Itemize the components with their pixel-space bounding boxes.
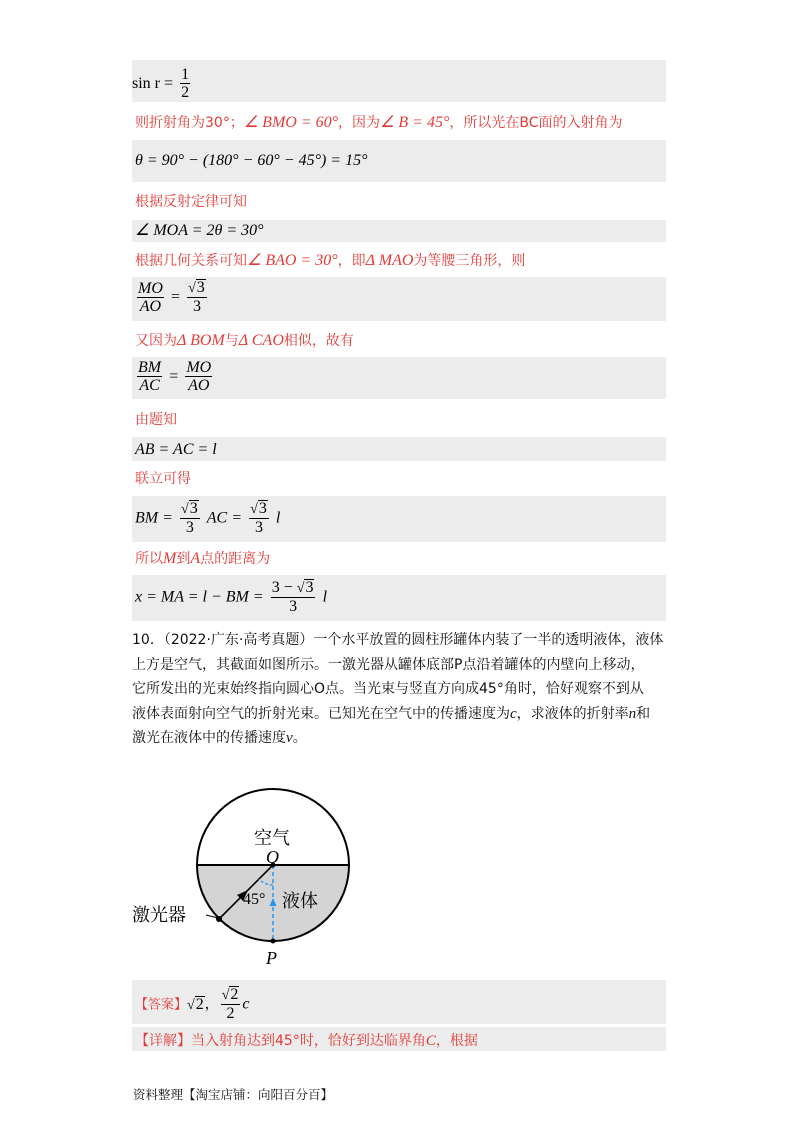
text-given: 由题知 [135, 412, 177, 428]
text-distance: 所以M到A点的距离为 [135, 550, 271, 567]
label-o: O [266, 847, 279, 867]
footer-source: 资料整理【淘宝店铺：向阳百分百】 [133, 1087, 334, 1102]
text-combine: 联立可得 [135, 471, 191, 487]
problem-line-5: 激光在液体中的传播速度v。 [132, 730, 307, 746]
problem-line-3: 它所发出的光束始终指向圆心O点。当光束与竖直方向成45°角时，恰好观察不到从 [132, 681, 644, 697]
label-p: P [266, 948, 277, 968]
point-p [271, 939, 276, 944]
equation-ab-ac: AB = AC = l [132, 437, 666, 461]
text-similar-triangles: 又因为Δ BOM与Δ CAO相似，故有 [135, 332, 354, 349]
text-geometry-relation: 根据几何关系可知∠ BAO = 30°，即Δ MAO为等腰三角形，则 [135, 252, 526, 269]
equation-bm-ac: $\frac{BM}{AC}$ = $\frac{MO}{AO}$ [132, 357, 666, 399]
label-liquid: 液体 [282, 891, 318, 912]
point-laser [216, 916, 222, 922]
label-air: 空气 [254, 828, 290, 849]
label-angle: 45° [243, 891, 266, 908]
answer-row: 【答案】√2， $\frac{√2}{2}$ c [132, 980, 666, 1024]
detail-row: 【详解】当入射角达到45°时，恰好到达临界角C，根据 [132, 1027, 666, 1051]
problem-10 [132, 628, 677, 751]
text-refraction-angle: 则折射角为30°；∠ BMO = 60°，因为∠ B = 45°，所以光在BC面的入射角为 [135, 114, 623, 131]
text-reflection-law: 根据反射定律可知 [135, 194, 247, 210]
equation-sin-r: sin r = $\frac{1}{2}$ [132, 60, 666, 102]
problem-line-4: 液体表面射向空气的折射光束。已知光在空气中的传播速度为c，求液体的折射率n和 [132, 705, 651, 722]
equation-moa: ∠ MOA = 2θ = 30° [132, 220, 666, 242]
label-laser: 激光器 [132, 905, 186, 926]
answer-label: 【答案】 [135, 997, 188, 1013]
equation-x: x = MA = l − BM = $\frac{3 - √3}{3}$ l [132, 575, 666, 621]
tank-figure [130, 788, 390, 978]
problem-line-1: 10．（2022·广东·高考真题）一个水平放置的圆柱形罐体内装了一半的透明液体，液体 [132, 632, 664, 648]
equation-theta: θ = 90° − (180° − 60° − 45°) = 15° [132, 140, 666, 182]
problem-line-2: 上方是空气，其截面如图所示。一激光器从罐体底部P点沿着罐体的内壁向上移动， [132, 656, 645, 673]
equation-bm: BM = $\frac{√3}{3}$ AC = $\frac{√3}{3}$ l [132, 496, 666, 542]
equation-mo-ao: $\frac{MO}{AO}$ = $\frac{√3}{3}$ [132, 277, 666, 321]
detail-label: 【详解】 [135, 1033, 191, 1049]
